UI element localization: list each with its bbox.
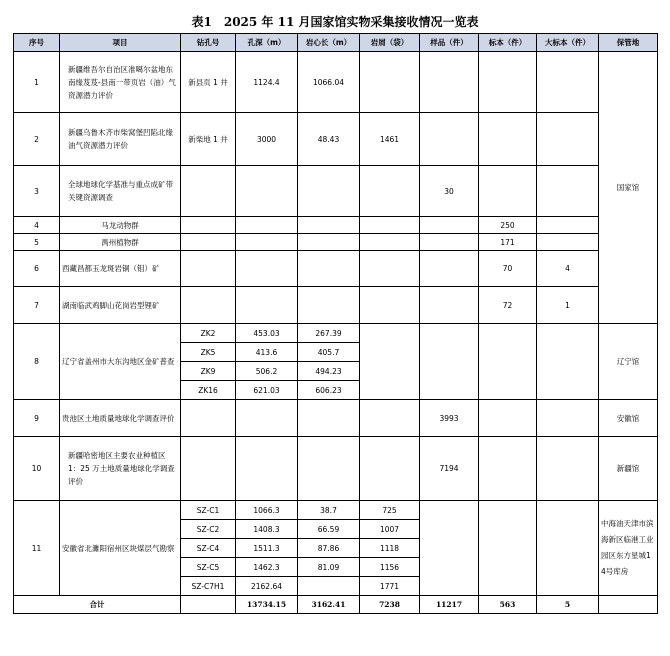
project-name: 辽宁省盖州市大东沟地区金矿普查 [60,324,181,400]
cuttings-count: 1118 [360,539,420,558]
col-header: 岩屑（袋） [360,34,420,52]
row-number: 5 [14,234,60,251]
table-row [14,234,658,251]
cuttings-count: 1007 [360,520,420,539]
project-name: 全球地球化学基准与重点成矿带关键资源调查 [60,166,181,217]
total-large-specimens: 5 [537,596,599,614]
col-header: 钻孔号 [181,34,236,52]
large-specimen-count: 4 [537,251,599,287]
core-length: 38.7 [298,501,360,520]
collection-table [13,33,658,614]
col-header: 样品（件） [420,34,479,52]
well-id: SZ-C5 [181,558,236,577]
sample-count: 7194 [420,437,479,501]
project-name: 马龙动物群 [60,217,181,234]
storage-location: 中海油天津市滨海新区临港工业园区东方星城14号库房 [599,501,658,596]
table-row [14,217,658,234]
hole-depth: 1462.3 [236,558,298,577]
core-length: 81.09 [298,558,360,577]
col-header: 岩心长（m） [298,34,360,52]
core-length [298,577,360,596]
col-header: 序号 [14,34,60,52]
col-header: 孔深（m） [236,34,298,52]
cuttings-count: 725 [360,501,420,520]
total-samples: 11217 [420,596,479,614]
core-length: 87.86 [298,539,360,558]
row-number: 11 [14,501,60,596]
total-row [14,596,658,614]
row-number: 10 [14,437,60,501]
total-specimens: 563 [479,596,537,614]
sample-count: 30 [420,166,479,217]
well-id: SZ-C7H1 [181,577,236,596]
col-header: 项目 [60,34,181,52]
table-title: 表1 2025 年 11 月国家馆实物采集接收情况一览表 [191,15,479,29]
hole-depth: 2162.64 [236,577,298,596]
project-name: 新疆哈密地区主要农业种植区 1：25 万土地质量地球化学调查评价 [60,437,181,501]
row-number: 2 [14,113,60,166]
row-number: 6 [14,251,60,287]
hole-depth: 1511.3 [236,539,298,558]
storage-location: 国家馆 [599,52,658,324]
storage-location: 安徽馆 [599,400,658,437]
core-length: 606.23 [298,381,360,400]
row-number: 4 [14,217,60,234]
core-length: 1066.04 [298,52,360,113]
cuttings-count: 1771 [360,577,420,596]
col-header: 标本（件） [479,34,537,52]
project-name: 西藏昌都玉龙斑岩铜（钼）矿 [60,251,181,287]
hole-depth: 506.2 [236,362,298,381]
hole-depth: 1124.4 [236,52,298,113]
row-number: 7 [14,287,60,324]
total-core-length: 3162.41 [298,596,360,614]
specimen-count: 72 [479,287,537,324]
hole-depth: 1408.3 [236,520,298,539]
header-row [14,34,658,52]
core-length: 494.23 [298,362,360,381]
well-id: 新县页 1 井 [181,52,236,113]
hole-depth: 621.03 [236,381,298,400]
well-id: SZ-C1 [181,501,236,520]
table-row [14,437,658,501]
core-length: 405.7 [298,343,360,362]
well-id: 新柴地 1 井 [181,113,236,166]
well-id: SZ-C2 [181,520,236,539]
large-specimen-count: 1 [537,287,599,324]
row-number: 9 [14,400,60,437]
project-name: 湖南临武鸡脚山花岗岩型锂矿 [60,287,181,324]
table-row [14,400,658,437]
specimen-count: 171 [479,234,537,251]
specimen-count: 250 [479,217,537,234]
table-row [14,52,658,113]
well-id: SZ-C4 [181,539,236,558]
sample-count: 3993 [420,400,479,437]
well-id: ZK2 [181,324,236,343]
project-name: 安徽省北濉阳宿州区块煤层气勘察 [60,501,181,596]
specimen-count: 70 [479,251,537,287]
row-number: 3 [14,166,60,217]
col-header: 保管地 [599,34,658,52]
cuttings-count: 1156 [360,558,420,577]
total-label: 合计 [14,596,181,614]
storage-location: 新疆馆 [599,437,658,501]
well-id: ZK16 [181,381,236,400]
table-row [14,324,658,343]
row-number: 1 [14,52,60,113]
total-hole-depth: 13734.15 [236,596,298,614]
col-header: 大标本（件） [537,34,599,52]
table-row [14,501,658,520]
project-name: 新疆乌鲁木齐市柴窝堡凹陷北缘油气资源潜力评价 [60,113,181,166]
project-name: 贵池区土地质量地球化学调查评价 [60,400,181,437]
well-id: ZK5 [181,343,236,362]
project-name: 禺州植物群 [60,234,181,251]
table-row [14,166,658,217]
core-length: 66.59 [298,520,360,539]
cuttings-count: 1461 [360,113,420,166]
core-length: 48.43 [298,113,360,166]
hole-depth: 1066.3 [236,501,298,520]
table-row [14,251,658,287]
storage-location: 辽宁馆 [599,324,658,400]
well-id: ZK9 [181,362,236,381]
total-cuttings: 7238 [360,596,420,614]
row-number: 8 [14,324,60,400]
project-name: 新疆维吾尔自治区准噶尔盆地东南缘芨芨-县南一带页岩（油）气资源潜力评价 [60,52,181,113]
table-row [14,113,658,166]
hole-depth: 453.03 [236,324,298,343]
hole-depth: 3000 [236,113,298,166]
table-row [14,287,658,324]
core-length: 267.39 [298,324,360,343]
hole-depth: 413.6 [236,343,298,362]
